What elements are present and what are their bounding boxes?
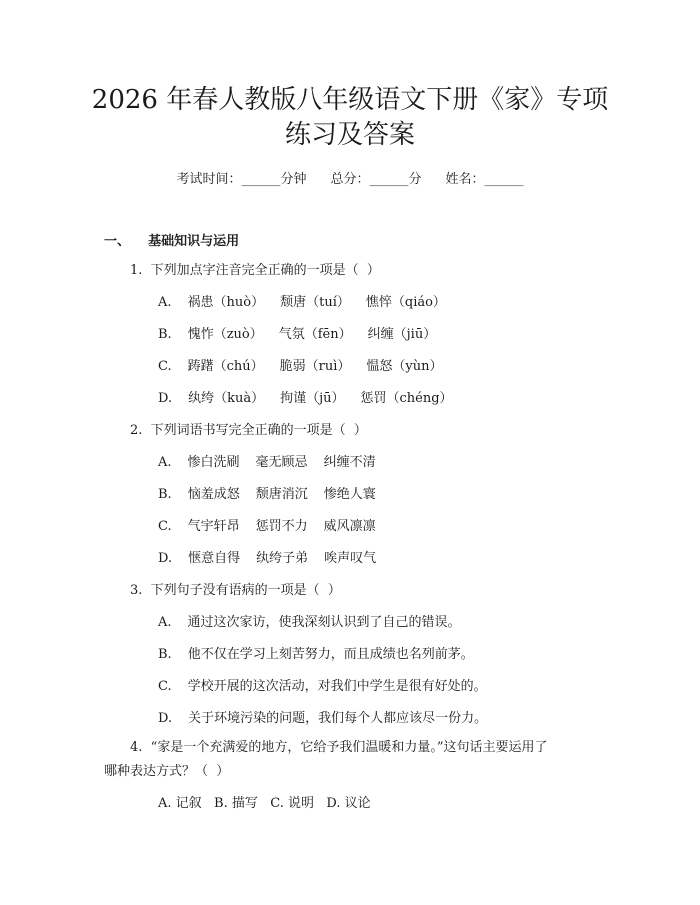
student-name-field: 姓名：______ [445,172,524,187]
option-label: C. [158,679,172,694]
option-word: 愠怒（yùn） [366,359,443,374]
option-word: 恼羞成怒 [187,487,240,502]
option-word: 惨白洗刷 [187,455,240,470]
option-sentence: 通过这次家访，使我深刻认识到了自己的错误。 [187,615,461,630]
option-word: 脆弱（ruì） [279,359,351,374]
option-word: 愧怍（zuò） [187,327,263,342]
exam-meta [0,168,700,187]
option-word: 惩罚（chéng） [360,391,453,406]
question-4-stem-line-1: 4. “家是一个充满爱的地方，它给予我们温暖和力量。”这句话主要运用了 [130,740,548,755]
question-3-option-c[interactable] [158,678,487,696]
question-4-options[interactable]: A. 记叙 B. 描写 C. 说明 D. 议论 [158,796,371,811]
option-label: D. [158,391,173,406]
question-2-option-a[interactable] [158,454,392,472]
section-heading-1: 一、 基础知识与运用 [104,234,240,249]
option-word: 祸患（huò） [187,295,265,310]
option-word: 拘谨（jū） [280,391,345,406]
option-label: B. [158,487,172,502]
option-word: 唉声叹气 [324,551,377,566]
total-score-field: 总分：______分 [330,172,422,187]
option-word: 纨绔子弟 [256,551,309,566]
option-label: B. [158,327,172,342]
page-title-line-2: 练习及答案 [284,120,415,150]
option-word: 惨绝人寰 [323,487,376,502]
option-label: A. [158,615,172,630]
option-word: 踌躇（chú） [187,359,264,374]
option-word: 纠缠（jiū） [367,327,437,342]
question-1-option-c[interactable] [158,358,459,376]
question-2-stem: 2. 下列词语书写完全正确的一项是（ ） [130,423,367,438]
option-word: 惩罚不力 [255,519,308,534]
question-1-option-b[interactable] [158,326,452,344]
question-4-stem-line-2: 哪种表达方式？（ ） [104,764,230,779]
option-word: 气氛（fēn） [278,327,352,342]
question-3-stem: 3. 下列句子没有语病的一项是（ ） [130,583,341,598]
option-word: 毫无顾忌 [255,455,308,470]
question-3-option-d[interactable] [158,710,487,728]
question-3-option-a[interactable] [158,614,461,632]
option-label: C. [158,359,172,374]
question-1-option-a[interactable] [158,294,462,312]
option-word: 颓唐（tuí） [280,295,350,310]
option-word: 纠缠不清 [323,455,376,470]
option-word: 惬意自得 [188,551,241,566]
option-word: 颓唐消沉 [255,487,308,502]
option-sentence: 学校开展的这次活动，对我们中学生是很有好处的。 [187,679,487,694]
option-word: 憔悴（qiáo） [365,295,446,310]
option-label: C. [158,519,172,534]
option-sentence: 关于环境污染的问题，我们每个人都应该尽一份力。 [188,711,488,726]
option-label: A. [158,295,172,310]
question-2-option-c[interactable] [158,518,392,536]
option-label: D. [158,551,173,566]
question-3-option-b[interactable] [158,646,474,664]
option-word: 纨绔（kuà） [188,391,265,406]
option-label: B. [158,647,172,662]
question-2-option-b[interactable] [158,486,392,504]
page-title-line-1: 2026 年春人教版八年级语文下册《家》专项 [91,85,609,115]
question-1-option-d[interactable] [158,390,469,408]
option-word: 气宇轩昂 [187,519,240,534]
option-word: 威风凛凛 [323,519,376,534]
exam-time-field: 考试时间：______分钟 [176,172,307,187]
option-sentence: 他不仅在学习上刻苦努力，而且成绩也名列前茅。 [187,647,474,662]
question-1-stem: 1. 下列加点字注音完全正确的一项是（ ） [130,263,380,278]
option-label: D. [158,711,173,726]
option-label: A. [158,455,172,470]
question-2-option-d[interactable] [158,550,392,568]
